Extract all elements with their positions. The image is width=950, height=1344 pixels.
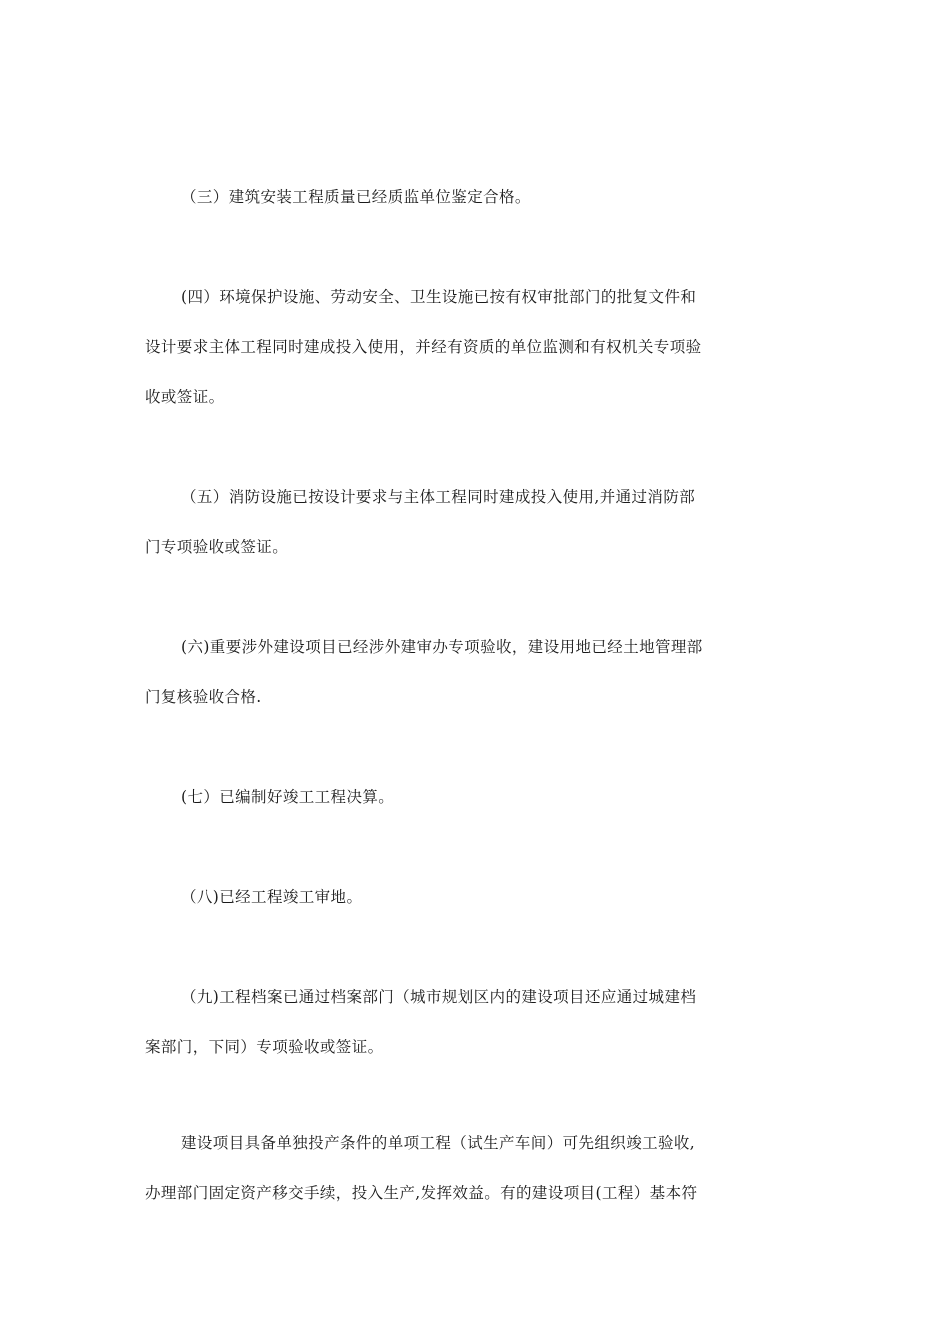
paragraph-line: （八)已经工程竣工审地。 xyxy=(181,888,363,906)
paragraph-line: (七）已编制好竣工工程决算。 xyxy=(181,788,395,806)
paragraph-line: 门专项验收或签证。 xyxy=(145,538,289,556)
paragraph-4 xyxy=(145,272,745,422)
paragraph-8 xyxy=(145,872,745,922)
paragraph-line: 办理部门固定资产移交手续，投入生产,发挥效益。有的建设项目(工程）基本符 xyxy=(145,1184,698,1202)
paragraph-line: （三）建筑安装工程质量已经质监单位鉴定合格。 xyxy=(181,188,531,206)
paragraph-line: （九)工程档案已通过档案部门（城市规划区内的建设项目还应通过城建档 xyxy=(181,988,697,1006)
paragraph-line: 案部门，下同）专项验收或签证。 xyxy=(145,1038,384,1056)
paragraph-line: 门复核验收合格. xyxy=(145,688,262,706)
paragraph-9 xyxy=(145,972,745,1072)
paragraph-7 xyxy=(145,772,745,822)
paragraph-10 xyxy=(145,1118,745,1218)
paragraph-line: 建设项目具备单独投产条件的单项工程（试生产车间）可先组织竣工验收, xyxy=(181,1134,696,1152)
paragraph-3 xyxy=(145,172,745,222)
paragraph-line: (六)重要涉外建设项目已经涉外建审办专项验收，建设用地已经土地管理部 xyxy=(181,638,703,656)
paragraph-5 xyxy=(145,472,745,572)
paragraph-line: (四）环境保护设施、劳动安全、卫生设施已按有权审批部门的批复文件和 xyxy=(181,288,697,306)
paragraph-6 xyxy=(145,622,745,722)
paragraph-line: 设计要求主体工程同时建成投入使用，并经有资质的单位监测和有权机关专项验 xyxy=(145,338,702,356)
paragraph-line: 收或签证。 xyxy=(145,388,225,406)
paragraph-line: （五）消防设施已按设计要求与主体工程同时建成投入使用,并通过消防部 xyxy=(181,488,696,506)
